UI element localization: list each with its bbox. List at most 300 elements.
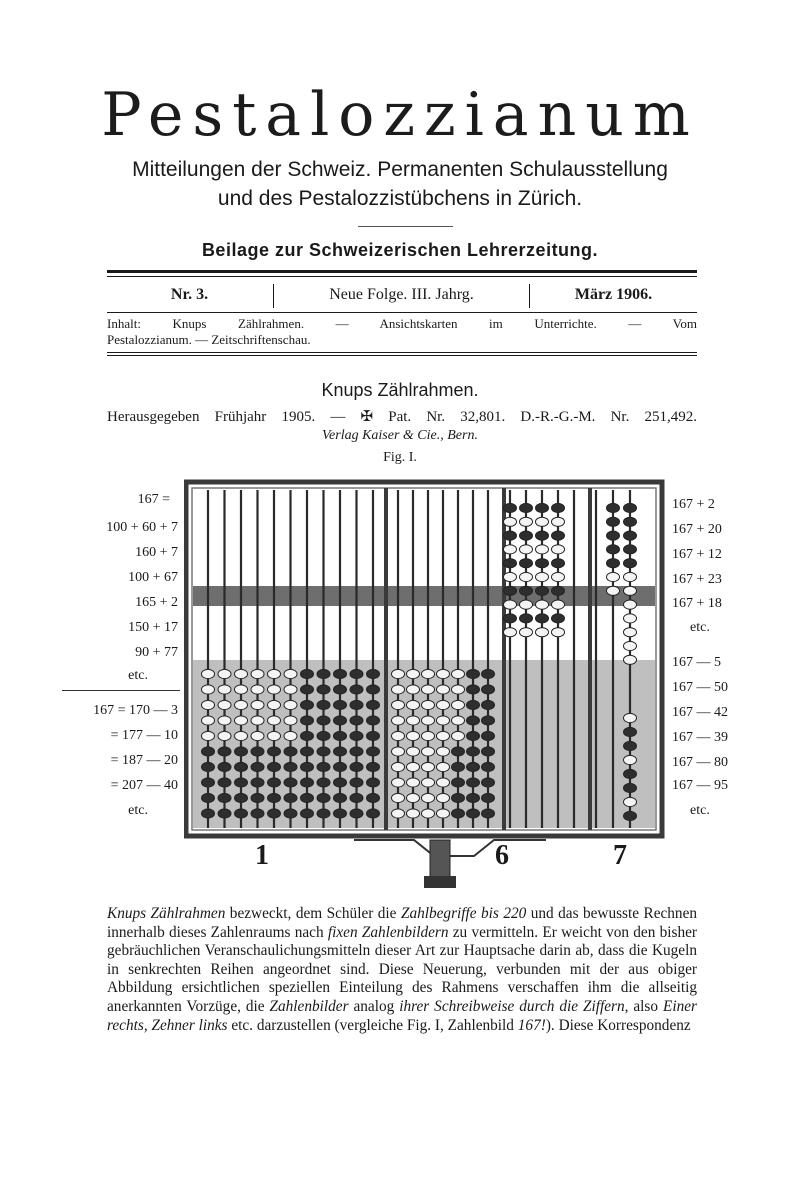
body-text: und das bewusste Rechnen innerhalb dieses Zahlenraums nach	[107, 905, 698, 941]
abacus-crossbar	[193, 586, 655, 606]
abacus-bead	[407, 778, 420, 787]
abacus-bead	[452, 700, 465, 709]
abacus-bead	[317, 778, 330, 787]
abacus-bead	[407, 700, 420, 709]
abacus-bead	[235, 685, 248, 694]
abacus-bead	[452, 762, 465, 771]
abacus-bead	[301, 762, 314, 771]
abacus-bead	[467, 747, 480, 756]
abacus-bead	[482, 793, 495, 802]
abacus-bead	[422, 731, 435, 740]
right-label: 167 + 18	[672, 596, 722, 611]
right-label: 167 + 20	[672, 522, 722, 537]
abacus-bead	[367, 762, 380, 771]
abacus-bead	[268, 700, 281, 709]
abacus-bead	[218, 762, 231, 771]
left-label: 100 + 67	[128, 570, 178, 585]
abacus-bead	[317, 669, 330, 678]
abacus-bead	[284, 778, 297, 787]
body-emph: ihrer Schreibweise durch die Ziffern	[399, 997, 625, 1015]
issue-number: Nr. 3.	[170, 286, 209, 303]
abacus-bead	[268, 809, 281, 818]
abacus-bead	[251, 716, 264, 725]
abacus-bead	[392, 793, 405, 802]
abacus-bead	[624, 586, 637, 595]
right-label: 167 — 95	[672, 778, 728, 793]
abacus-bead	[334, 700, 347, 709]
body-text: zu vermitteln. Er weicht von den bisher gebräuchlichen Veranschaulichungsmitteln dieser Art zur Hauptsache darin ab, dass die Kugeln in senkrechten Reihen angeordnet sind. Diese Neuerung, verbunden mit der aus obiger Abbildung ersichtlichen speziellen Einteilung des Rahmens verschaffen ihm die allseitig anerkannten Vorzüge, die	[107, 923, 697, 1015]
abacus-bead	[607, 545, 620, 554]
abacus-bead	[407, 685, 420, 694]
abacus-bead	[624, 572, 637, 581]
abacus-bead	[520, 600, 533, 609]
abacus-bead	[624, 545, 637, 554]
left-label: 150 + 17	[128, 620, 178, 635]
abacus-bead	[284, 793, 297, 802]
abacus-bead	[504, 628, 517, 637]
abacus-bead	[251, 685, 264, 694]
abacus-bead	[467, 685, 480, 694]
abacus-bead	[407, 731, 420, 740]
abacus-bead	[520, 559, 533, 568]
abacus-bead	[301, 747, 314, 756]
abacus-bead	[536, 531, 549, 540]
abacus-bead	[284, 700, 297, 709]
left-label: 100 + 60 + 7	[106, 520, 178, 535]
abacus-bead	[467, 809, 480, 818]
body-text: ). Diese Korrespondenz	[545, 1016, 691, 1034]
body-text: analog	[348, 997, 400, 1015]
abacus-bead	[437, 809, 450, 818]
abacus-bead	[520, 572, 533, 581]
abacus-bead	[482, 700, 495, 709]
abacus-bead	[552, 614, 565, 623]
figure-caption: Fig. I.	[383, 450, 417, 465]
abacus-bead	[392, 731, 405, 740]
abacus-bead	[552, 531, 565, 540]
abacus-bead	[284, 809, 297, 818]
contents-rule-bottom-2	[107, 355, 697, 356]
left-label: etc.	[128, 803, 148, 818]
column-marker: 1	[255, 840, 269, 871]
abacus-bead	[552, 559, 565, 568]
abacus-bead	[317, 716, 330, 725]
abacus-bead	[367, 747, 380, 756]
abacus-bead	[218, 731, 231, 740]
abacus-bead	[301, 669, 314, 678]
abacus-bead	[452, 716, 465, 725]
abacus-bead	[422, 793, 435, 802]
abacus-bead	[624, 559, 637, 568]
abacus-bead	[467, 793, 480, 802]
abacus-bead	[334, 762, 347, 771]
abacus-bead	[218, 778, 231, 787]
abacus-bead	[624, 531, 637, 540]
abacus-divider	[384, 488, 388, 830]
abacus-bead	[202, 762, 215, 771]
abacus-bead	[392, 809, 405, 818]
masthead-subtitle-2: und des Pestalozzistübchens in Zürich.	[217, 187, 583, 210]
abacus-bead	[202, 685, 215, 694]
publisher-line: Verlag Kaiser & Cie., Bern.	[322, 428, 478, 443]
left-label: = 207 — 40	[110, 778, 178, 793]
abacus-bead	[482, 809, 495, 818]
left-label: 160 + 7	[135, 545, 178, 560]
article-body	[107, 905, 697, 1035]
abacus-bead	[334, 685, 347, 694]
abacus-bead	[520, 586, 533, 595]
abacus-bead	[482, 685, 495, 694]
abacus-bead	[552, 600, 565, 609]
abacus-bead	[218, 700, 231, 709]
abacus-bead	[334, 793, 347, 802]
abacus-bead	[624, 811, 637, 820]
right-label: 167 + 23	[672, 572, 722, 587]
abacus-bead	[350, 747, 363, 756]
body-emph: 167!	[517, 1016, 546, 1034]
abacus-bead	[452, 747, 465, 756]
abacus-bead	[504, 531, 517, 540]
abacus-bead	[202, 716, 215, 725]
abacus-bead	[350, 731, 363, 740]
abacus-bead	[317, 685, 330, 694]
abacus-figure	[184, 478, 666, 898]
abacus-bead	[235, 778, 248, 787]
abacus-bead	[334, 716, 347, 725]
abacus-bead	[367, 793, 380, 802]
abacus-bead	[482, 762, 495, 771]
abacus-bead	[268, 747, 281, 756]
abacus-bead	[202, 731, 215, 740]
abacus-bead	[422, 669, 435, 678]
issue-info-row	[107, 284, 697, 308]
abacus-bead	[235, 793, 248, 802]
abacus-bead	[437, 669, 450, 678]
abacus-bead	[235, 669, 248, 678]
abacus-bead	[284, 685, 297, 694]
body-emph: Einer rechts, Zehner links	[107, 997, 697, 1034]
abacus-bead	[422, 747, 435, 756]
abacus-bead	[407, 747, 420, 756]
body-emph: Knups Zählrahmen	[107, 905, 226, 922]
abacus-bead	[407, 809, 420, 818]
abacus-bead	[624, 655, 637, 664]
abacus-bead	[218, 809, 231, 818]
abacus-divider	[588, 488, 592, 830]
masthead-divider	[358, 226, 453, 227]
abacus-bead	[301, 716, 314, 725]
abacus-bead	[504, 600, 517, 609]
abacus-bead	[251, 700, 264, 709]
left-label: 167 = 170 — 3	[93, 703, 178, 718]
body-emph: Zahlenbilder	[269, 997, 349, 1015]
right-label: 167 — 50	[672, 680, 728, 695]
abacus-lower-panel	[193, 660, 655, 828]
abacus-bead	[317, 747, 330, 756]
abacus-bead	[268, 685, 281, 694]
abacus-bead	[268, 762, 281, 771]
abacus-bead	[407, 716, 420, 725]
abacus-bead	[367, 716, 380, 725]
abacus-bead	[467, 762, 480, 771]
abacus-bead	[218, 793, 231, 802]
abacus-bead	[520, 545, 533, 554]
abacus-bead	[202, 747, 215, 756]
abacus-bead	[235, 700, 248, 709]
abacus-bead	[607, 517, 620, 526]
issue-series: Neue Folge. III. Jahrg.	[273, 284, 530, 308]
abacus-bead	[350, 778, 363, 787]
abacus-bead	[350, 809, 363, 818]
abacus-bead	[235, 762, 248, 771]
abacus-bead	[607, 559, 620, 568]
abacus-bead	[536, 517, 549, 526]
abacus-bead	[467, 669, 480, 678]
abacus-bead	[482, 716, 495, 725]
right-label: 167 + 2	[672, 497, 715, 512]
column-marker: 6	[495, 840, 509, 871]
abacus-bead	[437, 700, 450, 709]
abacus-bead	[407, 669, 420, 678]
abacus-bead	[202, 700, 215, 709]
body-emph: fixen Zahlenbildern	[327, 923, 449, 941]
abacus-bead	[218, 716, 231, 725]
right-label: 167 + 12	[672, 547, 722, 562]
abacus-bead	[624, 503, 637, 512]
abacus-bead	[350, 762, 363, 771]
supplement-line: Beilage zur Schweizerischen Lehrerzeitung.	[201, 240, 599, 260]
abacus-bead	[536, 614, 549, 623]
abacus-bead	[235, 809, 248, 818]
issue-date: März 1906.	[574, 286, 653, 303]
abacus-bead	[482, 778, 495, 787]
abacus-bead	[407, 793, 420, 802]
abacus-bead	[536, 628, 549, 637]
abacus-bead	[202, 669, 215, 678]
abacus-bead	[251, 762, 264, 771]
abacus-bead	[552, 517, 565, 526]
abacus-bead	[624, 755, 637, 764]
abacus-bead	[504, 545, 517, 554]
abacus-bead	[624, 517, 637, 526]
abacus-bead	[536, 572, 549, 581]
abacus-bead	[482, 731, 495, 740]
abacus-bead	[504, 517, 517, 526]
abacus-bead	[268, 716, 281, 725]
abacus-bead	[235, 747, 248, 756]
abacus-bead	[624, 727, 637, 736]
abacus-bead	[504, 503, 517, 512]
abacus-bead	[607, 586, 620, 595]
abacus-bead	[350, 700, 363, 709]
abacus-bead	[624, 713, 637, 722]
abacus-bead	[437, 716, 450, 725]
abacus-bead	[422, 809, 435, 818]
abacus-bead	[422, 778, 435, 787]
abacus-bead	[367, 778, 380, 787]
left-label: = 177 — 10	[110, 728, 178, 743]
abacus-bead	[422, 700, 435, 709]
left-label: = 187 — 20	[110, 753, 178, 768]
abacus-bead	[437, 685, 450, 694]
abacus-bead	[552, 572, 565, 581]
abacus-bead	[301, 793, 314, 802]
abacus-bead	[552, 628, 565, 637]
abacus-bead	[467, 700, 480, 709]
abacus-bead	[437, 762, 450, 771]
left-label: 165 + 2	[135, 595, 178, 610]
abacus-bead	[504, 614, 517, 623]
abacus-bead	[452, 778, 465, 787]
abacus-bead	[422, 716, 435, 725]
abacus-bead	[392, 685, 405, 694]
abacus-bead	[367, 669, 380, 678]
abacus-bead	[317, 793, 330, 802]
abacus-bead	[422, 685, 435, 694]
abacus-bead	[452, 793, 465, 802]
abacus-bead	[284, 747, 297, 756]
abacus-bead	[218, 669, 231, 678]
abacus-bead	[552, 545, 565, 554]
abacus-bead	[301, 700, 314, 709]
body-emph: Zahlbegriffe bis 220	[400, 905, 527, 922]
abacus-bead	[301, 731, 314, 740]
abacus-bead	[624, 628, 637, 637]
abacus-bead	[482, 669, 495, 678]
abacus-bead	[392, 700, 405, 709]
abacus-bead	[536, 600, 549, 609]
abacus-bead	[334, 747, 347, 756]
abacus-bead	[467, 731, 480, 740]
label-divider	[62, 690, 180, 691]
abacus-bead	[392, 762, 405, 771]
abacus-bead	[607, 531, 620, 540]
abacus-bead	[334, 778, 347, 787]
abacus-bead	[392, 747, 405, 756]
abacus-bead	[452, 669, 465, 678]
right-label: 167 — 42	[672, 705, 728, 720]
abacus-bead	[482, 747, 495, 756]
abacus-bead	[452, 809, 465, 818]
abacus-bead	[350, 685, 363, 694]
edition-line: Herausgegeben Frühjahr 1905. — ✠ Pat. Nr. 32,801. D.-R.-G.-M. Nr. 251,492.	[107, 409, 697, 425]
abacus-bead	[437, 793, 450, 802]
abacus-bead	[624, 741, 637, 750]
abacus-bead	[520, 503, 533, 512]
abacus-bead	[218, 747, 231, 756]
abacus-bead	[202, 809, 215, 818]
abacus-bead	[467, 716, 480, 725]
right-label: 167 — 5	[672, 655, 721, 670]
abacus-bead	[301, 778, 314, 787]
abacus-bead	[520, 517, 533, 526]
abacus-bead	[334, 809, 347, 818]
abacus-bead	[284, 716, 297, 725]
abacus-bead	[520, 628, 533, 637]
abacus-bead	[536, 545, 549, 554]
abacus-bead	[317, 809, 330, 818]
abacus-bead	[317, 762, 330, 771]
abacus-foot	[424, 876, 456, 888]
abacus-bead	[452, 731, 465, 740]
abacus-bead	[301, 685, 314, 694]
abacus-bead	[437, 747, 450, 756]
abacus-bead	[350, 669, 363, 678]
abacus-bead	[284, 762, 297, 771]
abacus-bead	[268, 669, 281, 678]
abacus-bead	[251, 669, 264, 678]
abacus-bead	[624, 797, 637, 806]
abacus-bead	[552, 503, 565, 512]
abacus-bead	[536, 503, 549, 512]
abacus-bead	[202, 778, 215, 787]
abacus-bead	[251, 809, 264, 818]
column-marker: 7	[613, 840, 627, 871]
contents-line: Inhalt: Knups Zählrahmen. — Ansichtskarten im Unterrichte. — Vom	[107, 316, 697, 331]
header-rule-thin	[107, 276, 697, 277]
header-rule-thick	[107, 270, 697, 273]
abacus-bead	[624, 769, 637, 778]
right-label: etc.	[690, 620, 710, 635]
abacus-bead	[452, 685, 465, 694]
abacus-bead	[536, 586, 549, 595]
abacus-bead	[392, 716, 405, 725]
abacus-bead	[367, 809, 380, 818]
masthead-subtitle: Mitteilungen der Schweiz. Permanenten Schulausstellung	[132, 158, 668, 181]
abacus-bead	[317, 731, 330, 740]
abacus-bead	[407, 762, 420, 771]
abacus-bead	[251, 747, 264, 756]
left-label: 90 + 77	[135, 645, 178, 660]
abacus-bead	[504, 572, 517, 581]
abacus-bead	[624, 600, 637, 609]
abacus-bead	[607, 503, 620, 512]
contents-rule	[107, 312, 697, 313]
right-label: 167 — 39	[672, 730, 728, 745]
abacus-bead	[301, 809, 314, 818]
contents-line-2: Pestalozzianum. — Zeitschriftenschau.	[107, 332, 311, 347]
article-heading: Knups Zählrahmen.	[321, 380, 479, 400]
abacus-bead	[422, 762, 435, 771]
abacus-bead	[392, 778, 405, 787]
abacus-bead	[350, 716, 363, 725]
abacus-bead	[317, 700, 330, 709]
abacus-bead	[202, 793, 215, 802]
abacus-bead	[367, 685, 380, 694]
abacus-bead	[520, 531, 533, 540]
abacus-bead	[437, 731, 450, 740]
abacus-bead	[251, 793, 264, 802]
abacus-bead	[467, 778, 480, 787]
left-label: 167 =	[137, 492, 170, 507]
abacus-bead	[437, 778, 450, 787]
abacus-bead	[268, 793, 281, 802]
left-label: etc.	[128, 668, 148, 683]
abacus-bead	[367, 700, 380, 709]
abacus-bead	[268, 731, 281, 740]
abacus-bead	[624, 614, 637, 623]
abacus-bead	[251, 778, 264, 787]
abacus-bead	[504, 586, 517, 595]
abacus-bead	[251, 731, 264, 740]
right-label: 167 — 80	[672, 755, 728, 770]
abacus-bead	[218, 685, 231, 694]
abacus-bead	[624, 641, 637, 650]
abacus-bead	[504, 559, 517, 568]
abacus-bead	[235, 731, 248, 740]
abacus-bead	[536, 559, 549, 568]
contents-rule-bottom	[107, 352, 697, 353]
